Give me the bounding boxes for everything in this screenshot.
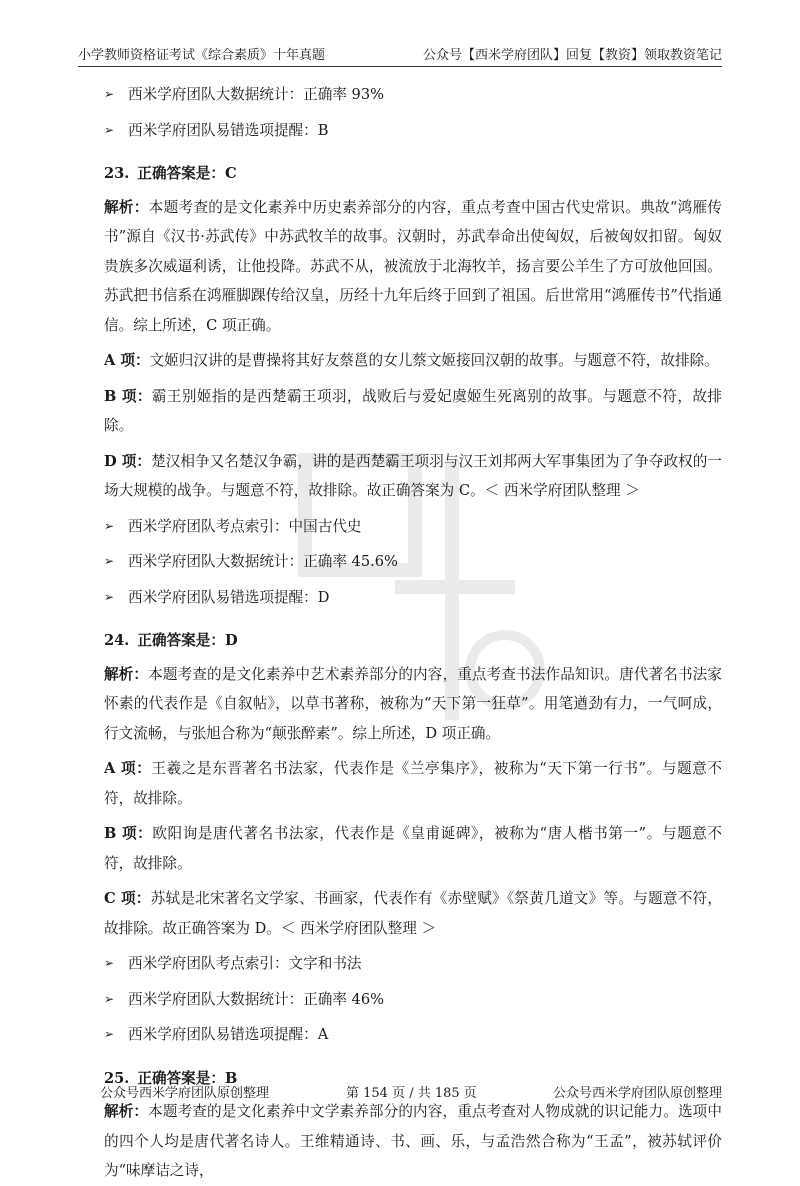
analysis-25: 解析：本题考查的是文化素养中文学素养部分的内容，重点考查对人物成就的识记能力。选项中的四个人均是唐代著名诗人。王维精通诗、书、画、乐，与孟浩然合称为“王孟”，被苏轼评价为“味摩诘之诗， [104, 1103, 722, 1179]
option-b-23: B 项：霸王别姬指的是西楚霸王项羽，战败后与爱妃虞姬生死离别的故事。与题意不符，故排除。 [104, 387, 722, 434]
bullet-item: ➢ 西米学府团队大数据统计：正确率 46% [104, 985, 722, 1015]
analysis-24: 解析：本题考查的是文化素养中艺术素养部分的内容，重点考查书法作品知识。唐代著名书法家怀素的代表作是《自叙帖》，以草书著称，被称为“天下第一狂草”。用笔遒劲有力，一气呵成，行文流畅，与张旭合称为“颠张醉素”。综上所述，D 项正确。 [104, 665, 722, 742]
option-c-24: C 项：苏轼是北宋著名文学家、书画家，代表作有《赤壁赋》《祭黄几道文》等。与题意不符，故排除。故正确答案为 D。＜ 西米学府团队整理 ＞ [104, 890, 722, 937]
page-header [78, 40, 722, 67]
arrow-icon: ➢ [104, 87, 115, 101]
bullet-item: ➢ 西米学府团队考点索引：中国古代史 [104, 512, 722, 542]
page-footer [78, 1082, 722, 1102]
arrow-icon: ➢ [104, 1027, 115, 1041]
analysis-23: 解析：本题考查的是文化素养中历史素养部分的内容，重点考查中国古代史常识。典故“鸿雁传书”源自《汉书·苏武传》中苏武牧羊的故事。汉朝时，苏武奉命出使匈奴，后被匈奴扣留。匈奴贵族多次威逼利诱，让他投降。苏武不从，被流放于北海牧羊，扬言要公羊生了方可放他回国。苏武把书信系在鸿雁脚踝传给汉皇，历经十九年后终于回到了祖国。后世常用“鸿雁传书”代指通信。综上所述，C 项正确。 [104, 198, 722, 334]
bullet-item: ➢ 西米学府团队易错选项提醒：D [104, 583, 722, 613]
page-number: 第 154 页 / 共 185 页 [346, 1086, 477, 1101]
option-b-24: B 项：欧阳询是唐代著名书法家，代表作是《皇甫诞碑》，被称为“唐人楷书第一”。与题意不符，故排除。 [104, 825, 723, 872]
footer-right: 公众号西米学府团队原创整理 [552, 1086, 722, 1101]
answer-heading-23: 23. 正确答案是：C [104, 165, 237, 182]
answer-heading-24: 24. 正确答案是：D [104, 632, 238, 649]
bullet-item: ➢ 西米学府团队易错选项提醒：B [104, 116, 722, 146]
arrow-icon: ➢ [104, 518, 115, 533]
bullet-item: ➢ 西米学府团队大数据统计：正确率 93% [104, 80, 722, 110]
page-content [104, 80, 722, 1186]
arrow-icon: ➢ [104, 554, 115, 568]
arrow-icon: ➢ [104, 991, 115, 1006]
bullet-item: ➢ 西米学府团队考点索引：文字和书法 [104, 949, 722, 979]
header-promo: 公众号【西米学府团队】回复【教资】领取教资笔记 [422, 48, 722, 63]
arrow-icon: ➢ [104, 956, 115, 970]
footer-left: 公众号西米学府团队原创整理 [100, 1086, 270, 1101]
bullet-item: ➢ 西米学府团队易错选项提醒：A [104, 1020, 722, 1050]
option-a-24: A 项：王羲之是东晋著名书法家，代表作是《兰亭集序》，被称为“天下第一行书”。与题意不符，故排除。 [104, 760, 723, 807]
arrow-icon: ➢ [104, 589, 115, 604]
answer-heading-25: 25. 正确答案是：B [104, 1069, 238, 1087]
header-title: 小学教师资格证考试《综合素质》十年真题 [78, 48, 326, 63]
bullet-item: ➢ 西米学府团队大数据统计：正确率 45.6% [104, 547, 722, 577]
option-d-23: D 项：楚汉相争又名楚汉争霸，讲的是西楚霸王项羽与汉王刘邦两大军事集团为了争夺政权的一场大规模的战争。与题意不符，故排除。故正确答案为 C。＜ 西米学府团队整理 ＞ [104, 452, 722, 499]
arrow-icon: ➢ [104, 122, 115, 137]
option-a-23: A 项：文姬归汉讲的是曹操将其好友蔡邕的女儿蔡文姬接回汉朝的故事。与题意不符，故排除。 [104, 352, 719, 369]
